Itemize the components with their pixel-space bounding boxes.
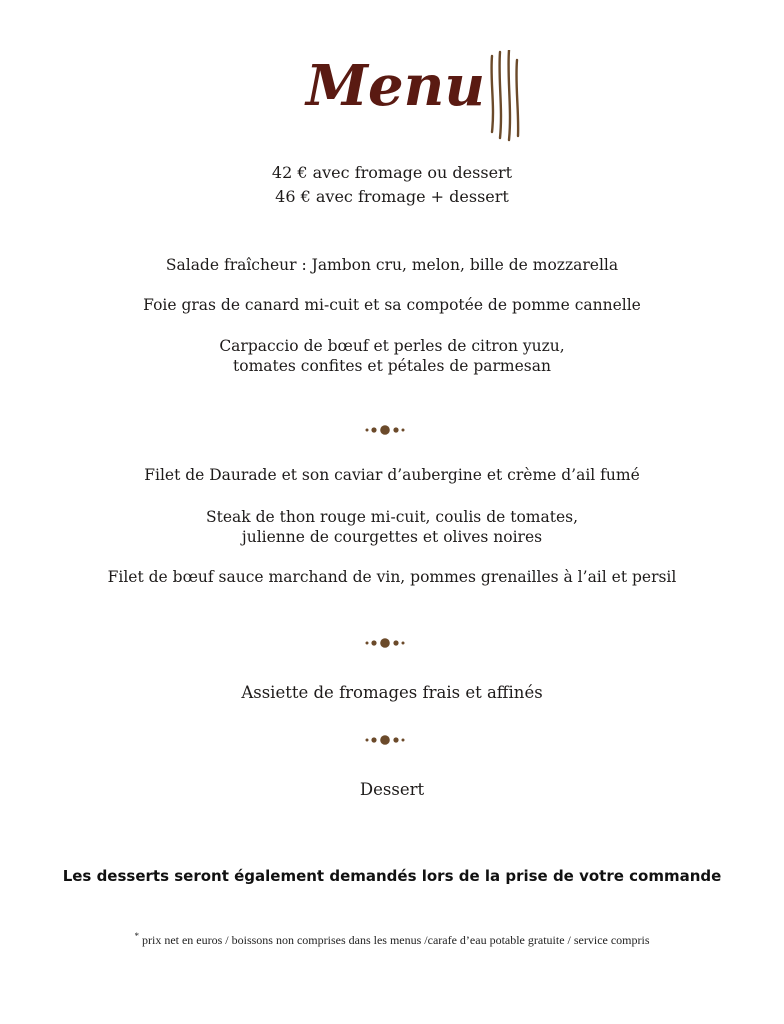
price-line: 42 € avec fromage ou dessert [271,163,513,182]
cheese-item: Assiette de fromages frais et affinés [241,683,543,702]
footnote-text: prix net en euros / boissons non comprises dans les menus /carafe d’eau potable gratuite / service compris [138,933,650,947]
main-item: Steak de thon rouge mi-cuit, coulis de tomates, [206,508,578,526]
four-vertical-strokes-icon [486,50,526,142]
footnote [0,931,784,948]
menu-header [0,50,784,150]
price-line: 46 € avec fromage + dessert [275,187,509,206]
starter-item: Foie gras de canard mi-cuit et sa compotée de pomme cannelle [143,296,641,314]
main-item: Filet de Daurade et son caviar d’aubergine et crème d’ail fumé [144,466,640,484]
starter-item: tomates confites et pétales de parmesan [233,357,551,375]
main-item: julienne de courgettes et olives noires [241,528,543,546]
starter-item: Salade fraîcheur : Jambon cru, melon, bille de mozzarella [165,256,619,274]
dessert-order-note: Les desserts seront également demandés lors de la prise de votre commande [62,867,722,885]
main-item: Filet de bœuf sauce marchand de vin, pommes grenailles à l’ail et persil [107,568,677,586]
ornament-divider-icon [362,423,408,437]
starter-item: Carpaccio de bœuf et perles de citron yuzu, [219,337,565,355]
footnote-marker: * [134,931,139,941]
dessert-item: Dessert [359,780,425,799]
ornament-divider-icon [362,636,408,650]
ornament-divider-icon [362,733,408,747]
menu-title: Menu [306,53,486,119]
